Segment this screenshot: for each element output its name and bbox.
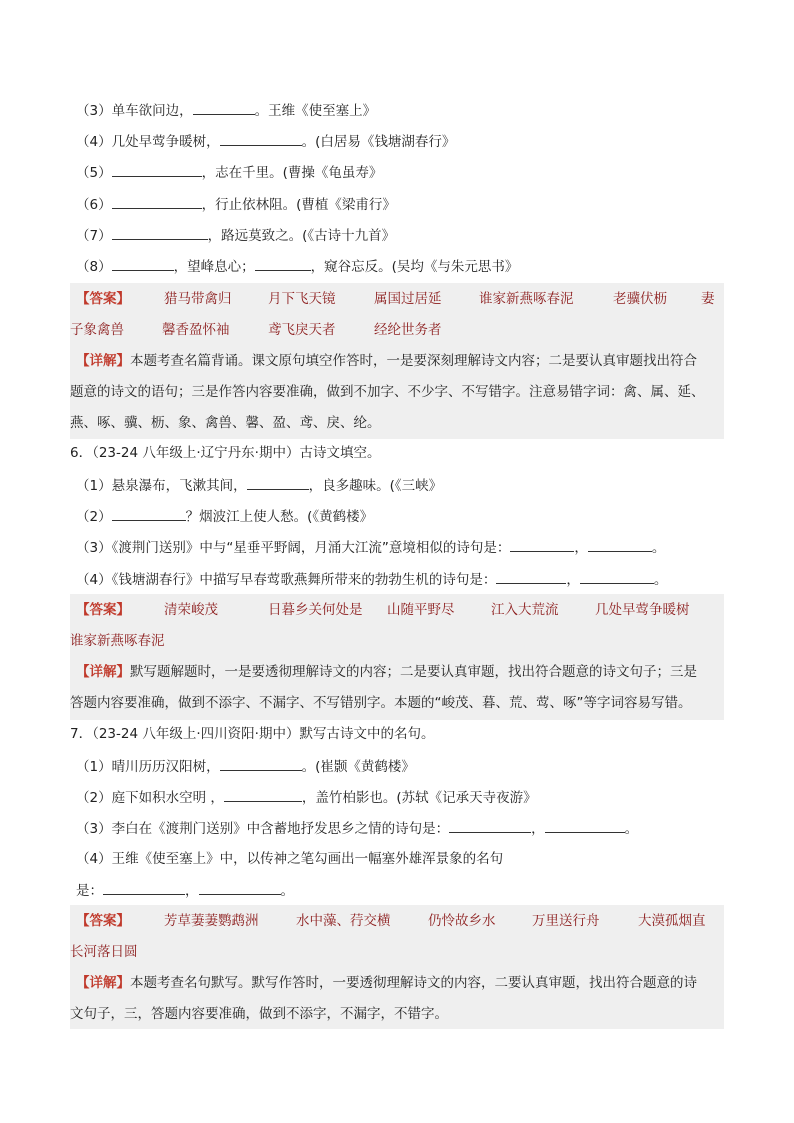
answer-line: 【答案】 猎马带禽归 月下飞天镜 属国过居延 谁家新燕啄春泥 老骥伏枥 妻	[76, 291, 715, 307]
answer-box	[70, 283, 724, 439]
answer-line: 子象禽兽 馨香盈怀袖 鸢飞戾天者 经纶世务者	[70, 322, 442, 338]
question-line: （1）晴川历历汉阳树， 。(崔颢《黄鹤楼》	[76, 756, 415, 777]
detail-line: 题意的诗文的语句；三是作答内容要准确，做到不加字、不少字、不写错字。注意易错字词：禽、属、延、	[70, 384, 705, 400]
detail-line: 文句子，三，答题内容要准确，做到不添字，不漏字，不错字。	[70, 1006, 448, 1022]
detail-line: 【详解】默写题解题时，一是要透彻理解诗文的内容；二是要认真审题，找出符合题意的诗文句子；三是	[76, 664, 697, 680]
detail-line: 答题内容要准确，做到不添字、不漏字、不写错别字。本题的“峻茂、暮、荒、莺、啄”等字词容易写错。	[70, 695, 692, 711]
detail-line: 燕、啄、骥、枥、象、禽兽、馨、盈、鸢、戾、纶。	[70, 415, 381, 431]
question-line: （3）单车欲问边， 。王维《使至塞上》	[76, 100, 376, 121]
question-title: 6．（23-24 八年级上·辽宁丹东·期中）古诗文填空。	[70, 445, 381, 461]
question-line: 是： ， 。	[76, 880, 294, 901]
answer-line: 【答案】 清荣峻茂 日暮乡关何处是 山随平野尽 江入大荒流 几处早莺争暖树	[76, 602, 690, 618]
answer-box	[70, 594, 724, 720]
answer-line: 长河落日圆	[70, 944, 138, 960]
detail-line: 【详解】本题考查名句默写。默写作答时，一要透彻理解诗文的内容，二要认真审题，找出符合题意的诗	[76, 975, 697, 991]
answer-line: 谁家新燕啄春泥	[70, 633, 165, 649]
question-line: （8） ，望峰息心； ，窥谷忘反。(吴均《与朱元思书》	[76, 256, 518, 277]
question-line: （3）李白在《渡荆门送别》中含蓄地抒发思乡之情的诗句是： ， 。	[76, 818, 638, 839]
question-line: （4）王维《使至塞上》中，以传神之笔勾画出一幅塞外雄浑景象的名句	[76, 851, 504, 867]
question-line: （3）《渡荆门送别》中与“星垂平野阔，月涌大江流”意境相似的诗句是： ， 。	[76, 537, 665, 558]
question-line: （2）庭下如积水空明 ， ，盖竹柏影也。(苏轼《记承天寺夜游》	[76, 787, 537, 808]
detail-line: 【详解】本题考查名篇背诵。课文原句填空作答时，一是要深刻理解诗文内容；二是要认真审题找出符合	[76, 353, 697, 369]
question-line: （1）悬泉瀑布，飞漱其间， ，良多趣味。(《三峡》	[76, 475, 442, 496]
answer-box	[70, 905, 724, 1029]
question-line: （2） ？烟波江上使人愁。(《黄鹤楼》	[76, 506, 373, 527]
question-title: 7．（23-24 八年级上·四川资阳·期中）默写古诗文中的名句。	[70, 726, 435, 742]
question-line: （4）几处早莺争暖树， 。(白居易《钱塘湖春行》	[76, 131, 455, 152]
question-line: （6） ，行止依林阻。(曹植《梁甫行》	[76, 194, 396, 215]
question-line: （4）《钱塘湖春行》中描写早春莺歌燕舞所带来的勃勃生机的诗句是： ， 。	[76, 569, 667, 590]
answer-line: 【答案】 芳草萋萋鹦鹉洲 水中藻、荇交横 仍怜故乡水 万里送行舟 大漠孤烟直	[76, 913, 706, 929]
question-line: （7） ，路远莫致之。(《古诗十九首》	[76, 225, 395, 246]
question-line: （5） ，志在千里。(曹操《龟虽寿》	[76, 162, 382, 183]
